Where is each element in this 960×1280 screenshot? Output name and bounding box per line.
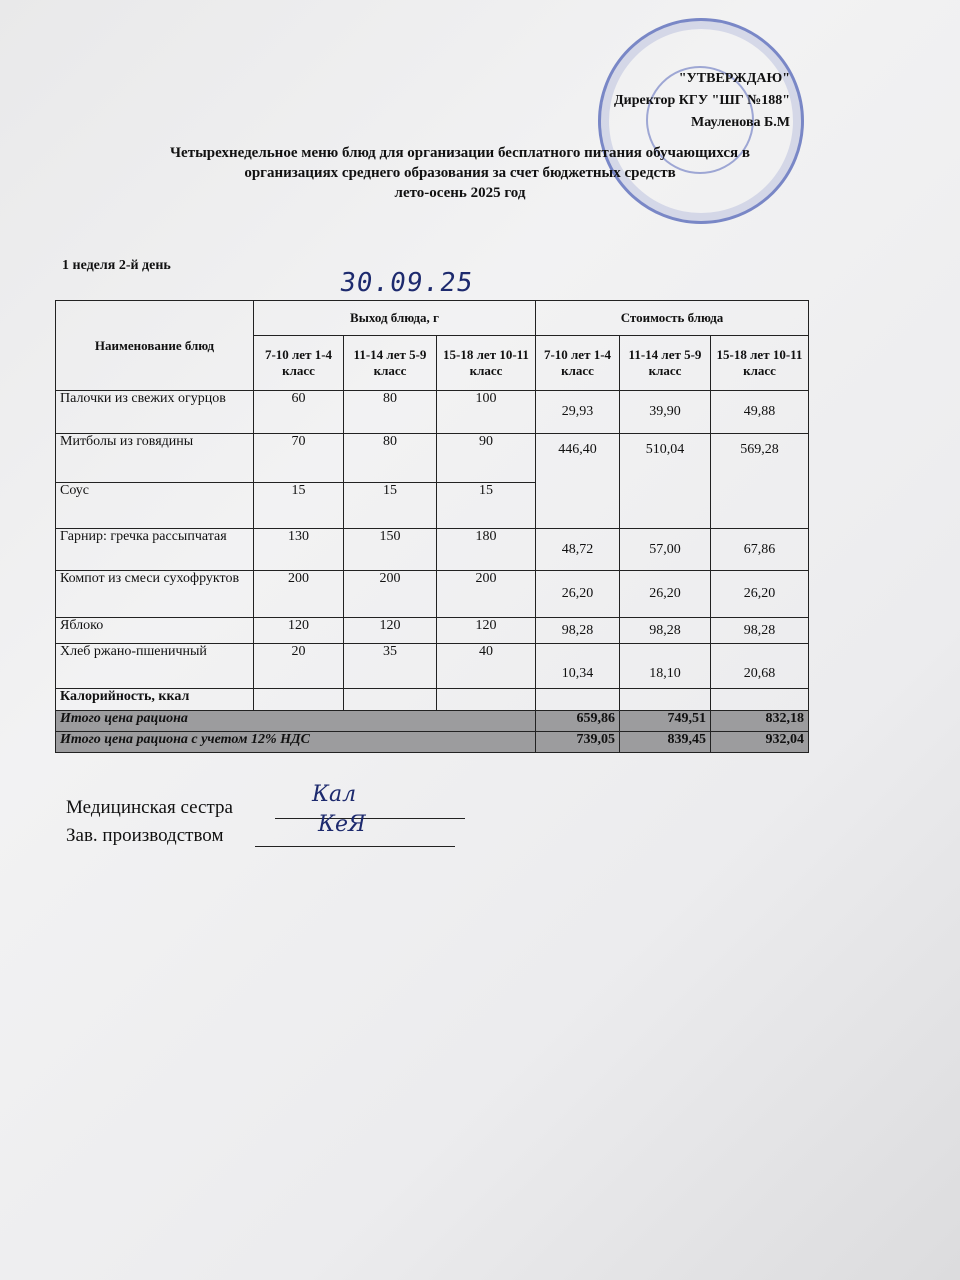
header-yield: Выход блюда, г xyxy=(254,301,536,336)
yield-value: 70 xyxy=(254,434,344,483)
yield-value: 120 xyxy=(254,618,344,644)
cost-value: 67,86 xyxy=(711,529,809,571)
table-row xyxy=(56,529,809,571)
total-row xyxy=(56,711,809,732)
dish-name: Яблоко xyxy=(56,618,254,644)
production-signature-label: Зав. производством xyxy=(66,825,224,846)
yield-value: 120 xyxy=(344,618,437,644)
dish-name: Хлеб ржано-пшеничный xyxy=(56,644,254,689)
total_vat-value: 839,45 xyxy=(620,732,711,753)
cost-value: 49,88 xyxy=(711,391,809,434)
cost-value: 10,34 xyxy=(536,644,620,689)
total_vat-value: 739,05 xyxy=(536,732,620,753)
cost-value: 446,40 xyxy=(536,434,620,529)
dish-name: Гарнир: гречка рассыпчатая xyxy=(56,529,254,571)
yield-value: 40 xyxy=(437,644,536,689)
cost-value: 98,28 xyxy=(536,618,620,644)
yield-value: 90 xyxy=(437,434,536,483)
production-signature: КеЯ xyxy=(318,812,366,837)
yield-value: 15 xyxy=(344,483,437,529)
title-line: организациях среднего образования за счет бюджетных средств xyxy=(244,165,676,181)
header-age-group: 7-10 лет 1-4 класс xyxy=(536,336,620,391)
document-title xyxy=(80,143,840,203)
menu-table xyxy=(55,300,809,753)
yield-value: 15 xyxy=(437,483,536,529)
yield-value: 150 xyxy=(344,529,437,571)
total-label: Итого цена рациона xyxy=(56,711,536,732)
cost-value: 569,28 xyxy=(711,434,809,529)
title-line: лето-осень 2025 год xyxy=(394,185,526,201)
yield-value: 80 xyxy=(344,434,437,483)
calories-label: Калорийность, ккал xyxy=(56,689,254,711)
cost-value: 26,20 xyxy=(536,571,620,618)
yield-value: 180 xyxy=(437,529,536,571)
approval-position: Директор КГУ "ШГ №188" xyxy=(614,93,790,108)
cost-value: 48,72 xyxy=(536,529,620,571)
table-row xyxy=(56,391,809,434)
cost-value: 57,00 xyxy=(620,529,711,571)
cost-value: 29,93 xyxy=(536,391,620,434)
dish-name: Митболы из говядины xyxy=(56,434,254,483)
yield-value: 60 xyxy=(254,391,344,434)
yield-value: 35 xyxy=(344,644,437,689)
approval-name: Мауленова Б.М xyxy=(691,115,790,130)
title-line: Четырехнедельное меню блюд для организации бесплатного питания обучающихся в xyxy=(170,145,750,161)
approval-block xyxy=(600,68,790,134)
dish-name: Соус xyxy=(56,483,254,529)
table-row xyxy=(56,644,809,689)
cost-value: 18,10 xyxy=(620,644,711,689)
cost-value: 98,28 xyxy=(620,618,711,644)
signature-line xyxy=(275,818,465,819)
header-age-group: 11-14 лет 5-9 класс xyxy=(344,336,437,391)
total-value: 832,18 xyxy=(711,711,809,732)
total-value: 659,86 xyxy=(536,711,620,732)
total_vat-value: 932,04 xyxy=(711,732,809,753)
week-day-label: 1 неделя 2-й день xyxy=(62,258,171,273)
header-dish-name: Наименование блюд xyxy=(56,301,254,391)
approval-heading: "УТВЕРЖДАЮ" xyxy=(678,71,790,86)
yield-value: 20 xyxy=(254,644,344,689)
handwritten-date: 30.09.25 xyxy=(337,268,476,298)
header-age-group: 11-14 лет 5-9 класс xyxy=(620,336,711,391)
table-row xyxy=(56,618,809,644)
yield-value: 120 xyxy=(437,618,536,644)
dish-name: Компот из смеси сухофруктов xyxy=(56,571,254,618)
cost-value: 98,28 xyxy=(711,618,809,644)
header-age-group: 15-18 лет 10-11 класс xyxy=(437,336,536,391)
table-row xyxy=(56,571,809,618)
signature-line xyxy=(255,846,455,847)
yield-value: 200 xyxy=(344,571,437,618)
dish-name: Палочки из свежих огурцов xyxy=(56,391,254,434)
yield-value: 130 xyxy=(254,529,344,571)
yield-value: 200 xyxy=(437,571,536,618)
cost-value: 26,20 xyxy=(711,571,809,618)
cost-value: 26,20 xyxy=(620,571,711,618)
yield-value: 15 xyxy=(254,483,344,529)
total-value: 749,51 xyxy=(620,711,711,732)
header-cost: Стоимость блюда xyxy=(536,301,809,336)
yield-value: 200 xyxy=(254,571,344,618)
cost-value: 20,68 xyxy=(711,644,809,689)
total_vat-label: Итого цена рациона с учетом 12% НДС xyxy=(56,732,536,753)
yield-value: 100 xyxy=(437,391,536,434)
yield-value: 80 xyxy=(344,391,437,434)
cost-value: 39,90 xyxy=(620,391,711,434)
header-age-group: 7-10 лет 1-4 класс xyxy=(254,336,344,391)
header-age-group: 15-18 лет 10-11 класс xyxy=(711,336,809,391)
nurse-signature-label: Медицинская сестра xyxy=(66,797,233,818)
cost-value: 510,04 xyxy=(620,434,711,529)
total_vat-row xyxy=(56,732,809,753)
table-row xyxy=(56,434,809,483)
nurse-signature: Кал xyxy=(312,782,357,807)
